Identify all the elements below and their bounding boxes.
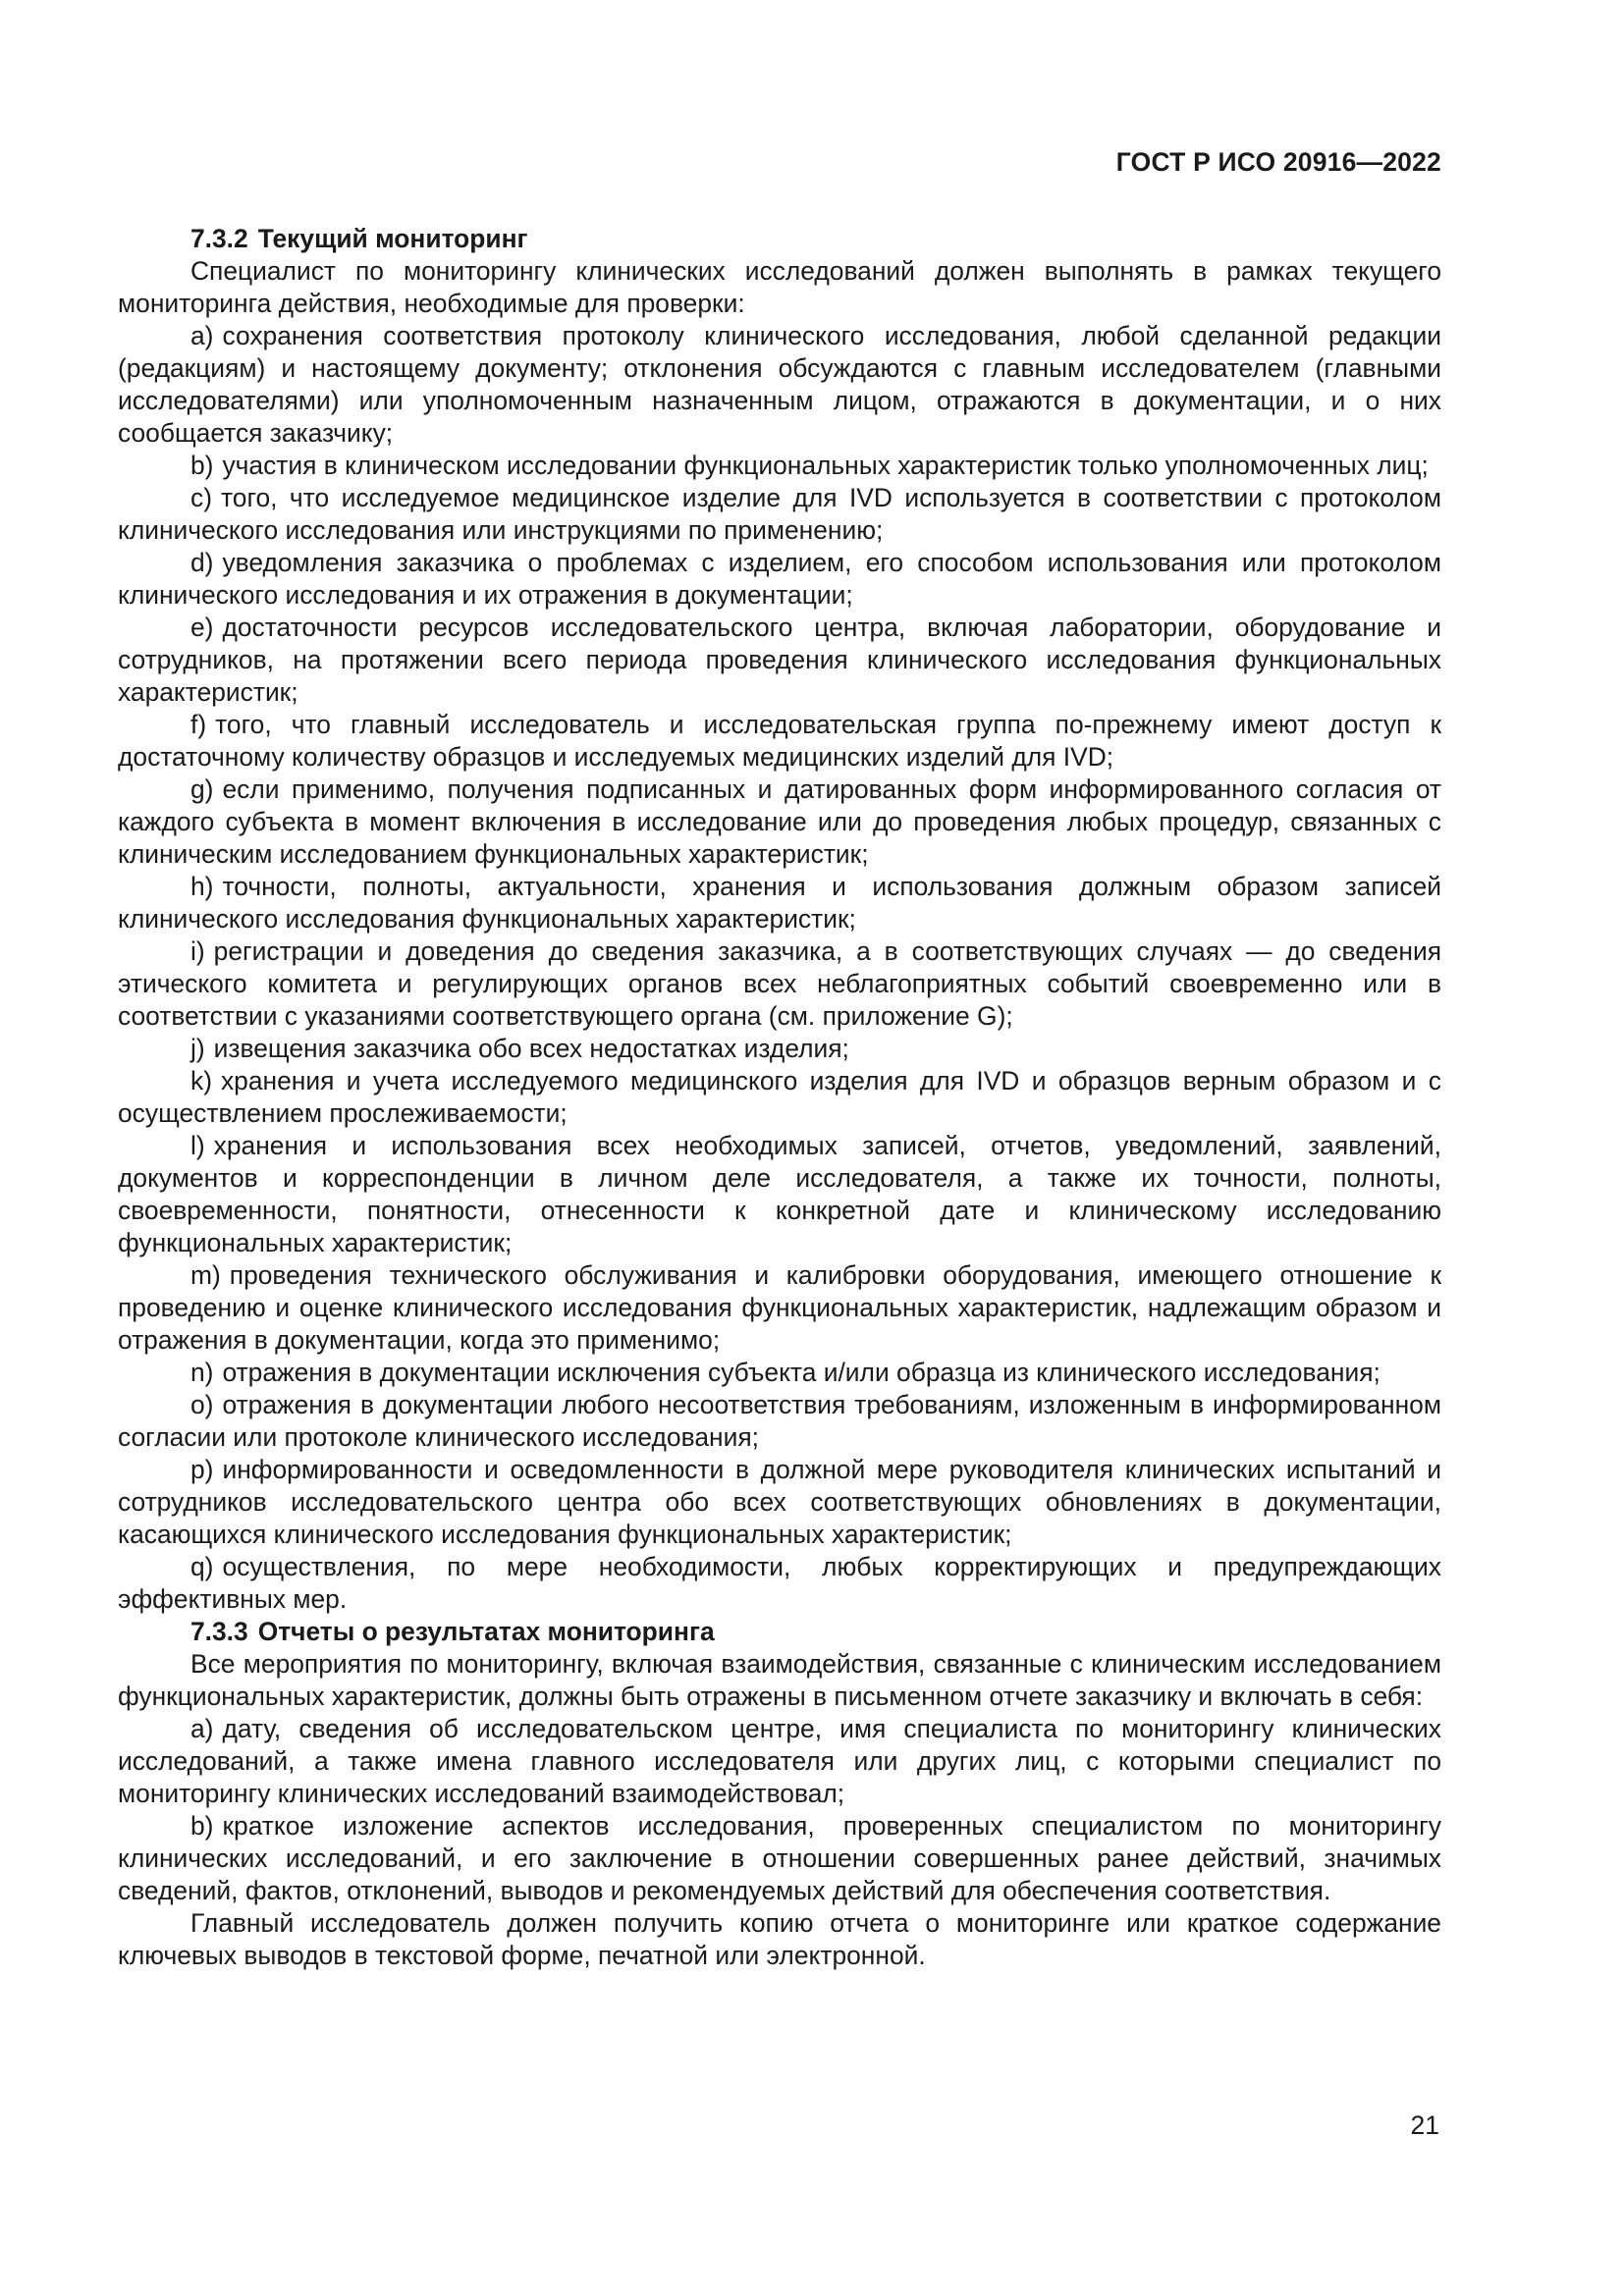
list-item xyxy=(118,1713,1441,1810)
list-item-label: h) xyxy=(190,872,214,901)
list-item xyxy=(118,1389,1441,1454)
list-item-text: того, что главный исследователь и исследовательская группа по-прежнему имеют доступ к достаточному количеству образцов и исследуемых медицинских изделий для IVD; xyxy=(118,710,1441,772)
list-item-text: того, что исследуемое медицинское изделие для IVD используется в соответствии с протоколом клинического исследования или инструкциями по применению; xyxy=(118,483,1441,545)
list-item-label: g) xyxy=(190,774,214,804)
list-item xyxy=(118,1810,1441,1907)
list-item-text: отражения в документации исключения субъекта и/или образца из клинического исследования; xyxy=(222,1358,1380,1387)
list-item-text: краткое изложение аспектов исследования, проверенных специалистом по мониторингу клинических исследований, и его заключение в отношении совершенных ранее действий, значимых сведений, фактов, отклонений, выводов и рекомендуемых действий для обеспечения соответствия. xyxy=(118,1811,1441,1905)
list-item xyxy=(118,1454,1441,1551)
list-item-text: извещения заказчика обо всех недостатках изделия; xyxy=(213,1034,849,1063)
list-item-label: a) xyxy=(190,321,214,350)
list-item-text: проведения технического обслуживания и калибровки оборудования, имеющего отношение к проведению и оценке клинического исследования функциональных характеристик, надлежащим образом и отражения в документации, когда это применимо; xyxy=(118,1260,1441,1355)
closing-paragraph: Главный исследователь должен получить копию отчета о мониторинге или краткое содержание ключевых выводов в текстовой форме, печатной или электронной. xyxy=(118,1908,1441,1970)
list-item xyxy=(118,1259,1441,1357)
list-item-text: сохранения соответствия протоколу клинического исследования, любой сделанной редакции (редакциям) и настоящему документу; отклонения обсуждаются с главным исследователем (главными исследователями) или уполномоченным назначенным лицом, отражаются в документации, и о них сообщается заказчику; xyxy=(118,321,1441,448)
list-item-label: k) xyxy=(190,1066,212,1095)
document-body xyxy=(118,223,1441,1972)
list-item-text: если применимо, получения подписанных и датированных форм информированного согласия от каждого субъекта в момент включения в исследование или до проведения любых процедур, связанных с клиническим исследованием функциональных характеристик; xyxy=(118,774,1441,869)
list-item-label: p) xyxy=(190,1455,214,1484)
section-heading xyxy=(118,223,1441,255)
list-item xyxy=(118,547,1441,612)
list-item-label: j) xyxy=(190,1034,205,1063)
list-item xyxy=(118,709,1441,774)
list-item xyxy=(118,871,1441,935)
list-item-label: d) xyxy=(190,548,214,577)
list-item-label: m) xyxy=(190,1260,221,1290)
section-number: 7.3.2 xyxy=(190,224,248,253)
list-item-label: l) xyxy=(190,1131,205,1160)
list-item xyxy=(118,1130,1441,1259)
section-heading xyxy=(118,1616,1441,1648)
list-item-label: n) xyxy=(190,1358,214,1387)
list-item xyxy=(118,1551,1441,1616)
list-item-label: c) xyxy=(190,483,212,512)
list-item-text: достаточности ресурсов исследовательского центра, включая лаборатории, оборудование и сотрудников, на протяжении всего периода проведения клинического исследования функциональных характеристик; xyxy=(118,613,1441,707)
section-number: 7.3.3 xyxy=(190,1617,248,1646)
page-number: 21 xyxy=(1410,2110,1439,2140)
list-item xyxy=(118,450,1441,482)
list-item-label: i) xyxy=(190,936,205,966)
standard-designation: ГОСТ Р ИСО 20916—2022 xyxy=(1115,147,1441,177)
list-item-text: осуществления, по мере необходимости, любых корректирующих и предупреждающих эффективных мер. xyxy=(118,1552,1441,1614)
list-item-text: хранения и учета исследуемого медицинского изделия для IVD и образцов верным образом и с осуществлением прослеживаемости; xyxy=(118,1066,1441,1128)
list-item-label: b) xyxy=(190,451,214,480)
list-item xyxy=(118,1357,1441,1389)
list-item-label: o) xyxy=(190,1390,214,1419)
list-item xyxy=(118,612,1441,709)
list-item xyxy=(118,774,1441,871)
list-item-text: регистрации и доведения до сведения заказчика, а в соответствующих случаях — до сведения этического комитета и регулирующих органов всех неблагоприятных событий своевременно или в соответствии с указаниями соответствующего органа (см. приложение G); xyxy=(118,936,1441,1031)
list-item-label: q) xyxy=(190,1552,214,1581)
list-item xyxy=(118,935,1441,1033)
list-item-text: дату, сведения об исследовательском центре, имя специалиста по мониторингу клинических исследований, а также имена главного исследователя или других лиц, с которыми специалист по мониторингу клинических исследований взаимодействовал; xyxy=(118,1714,1441,1808)
list-item-text: хранения и использования всех необходимых записей, отчетов, уведомлений, заявлений, документов и корреспонденции в личном деле исследователя, а также их точности, полноты, своевременности, понятности, отнесенности к конкретной дате и клиническому исследованию функциональных характеристик; xyxy=(118,1131,1441,1257)
list-item-text: уведомления заказчика о проблемах с изделием, его способом использования или протоколом клинического исследования и их отражения в документации; xyxy=(118,548,1441,610)
list-item-text: точности, полноты, актуальности, хранения и использования должным образом записей клинического исследования функциональных характеристик; xyxy=(118,872,1441,934)
list-item xyxy=(118,1065,1441,1130)
list-item-label: b) xyxy=(190,1811,214,1841)
list-item-label: a) xyxy=(190,1714,214,1743)
list-item xyxy=(118,320,1441,450)
list-item xyxy=(118,1033,1441,1065)
list-item-text: отражения в документации любого несоответствия требованиям, изложенным в информированном согласии или протоколе клинического исследования; xyxy=(118,1390,1441,1452)
list-item-text: участия в клиническом исследовании функциональных характеристик только уполномоченных лиц; xyxy=(222,451,1429,480)
list-item-label: e) xyxy=(190,613,214,642)
section-intro: Все мероприятия по мониторингу, включая взаимодействия, связанные с клиническим исследованием функциональных характеристик, должны быть отражены в письменном отчете заказчику и включать в себя: xyxy=(118,1649,1441,1711)
section-title: Отчеты о результатах мониторинга xyxy=(257,1617,715,1646)
list-item xyxy=(118,482,1441,547)
section-intro: Специалист по мониторингу клинических исследований должен выполнять в рамках текущего мониторинга действия, необходимые для проверки: xyxy=(118,256,1441,318)
list-item-text: информированности и осведомленности в должной мере руководителя клинических испытаний и сотрудников исследовательского центра обо всех соответствующих обновлениях в документации, касающихся клинического исследования функциональных характеристик; xyxy=(118,1455,1441,1549)
section-title: Текущий мониторинг xyxy=(257,224,528,253)
list-item-label: f) xyxy=(190,710,207,739)
